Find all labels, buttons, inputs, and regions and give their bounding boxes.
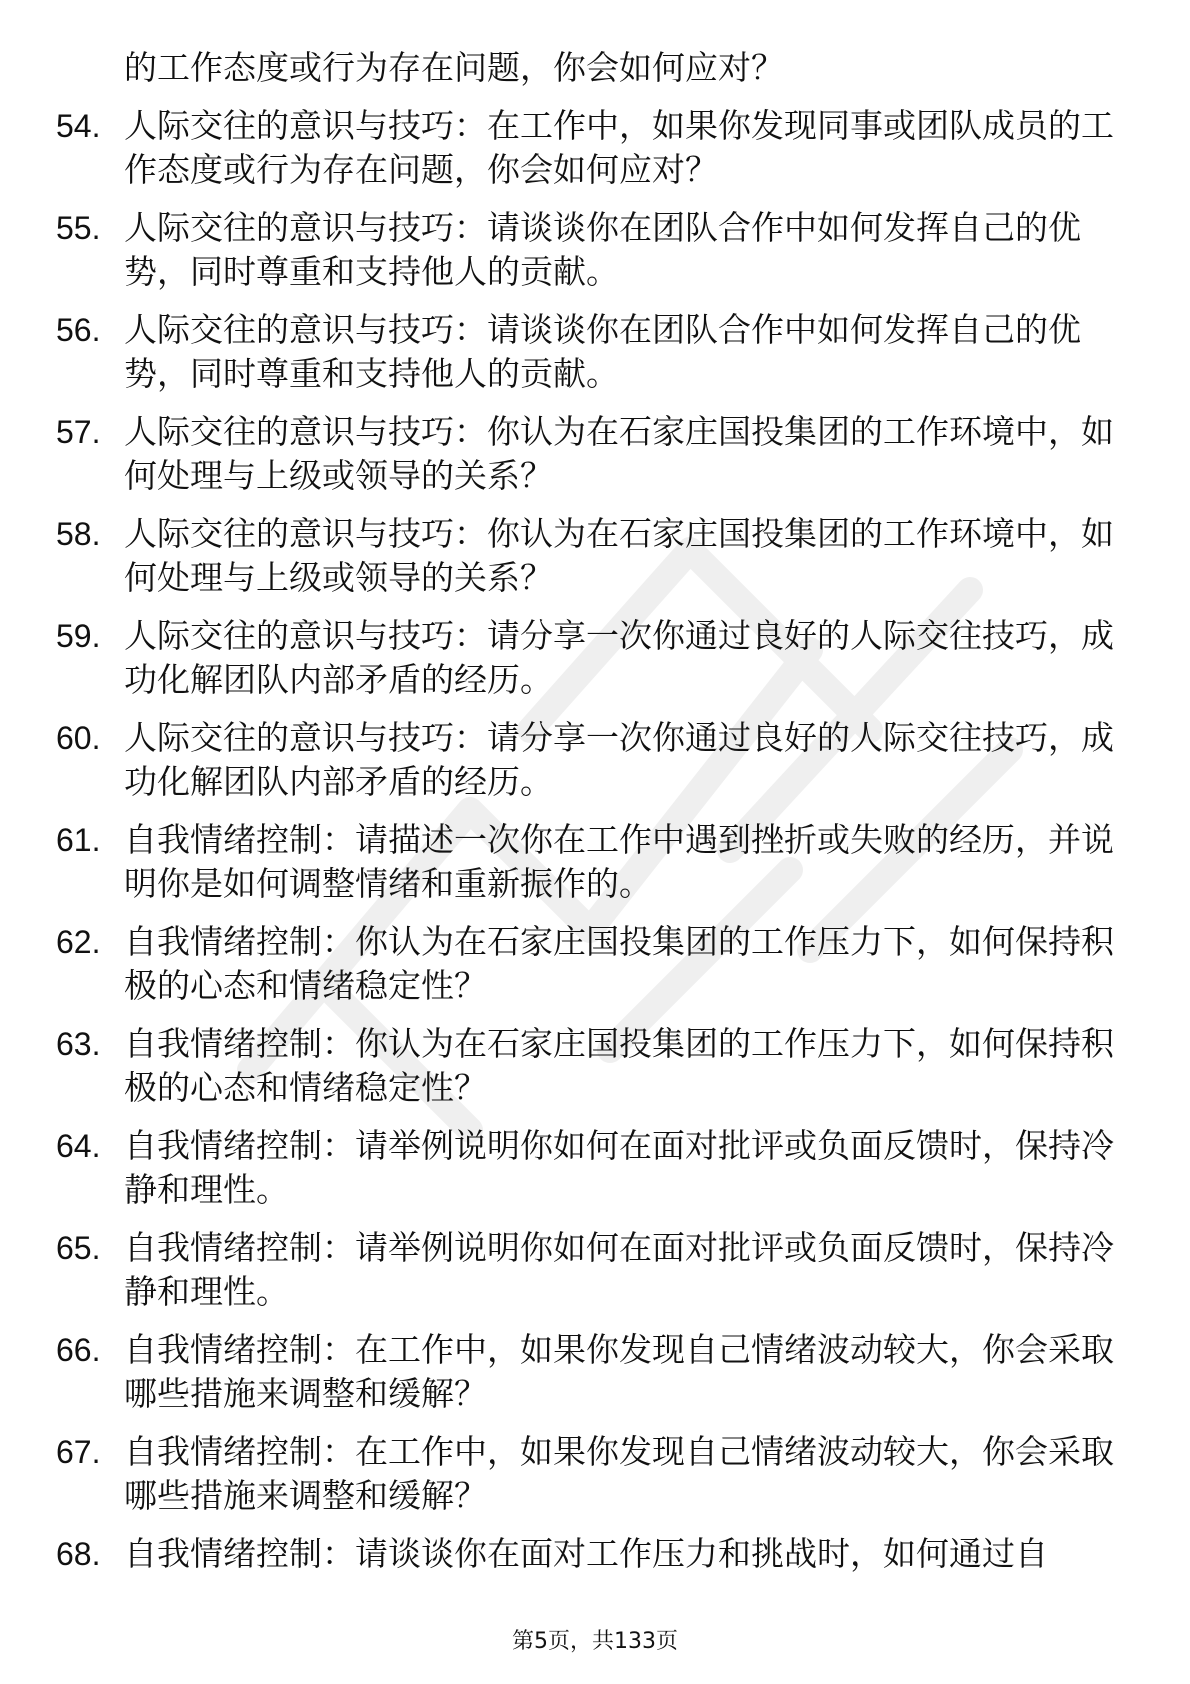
list-item [56,614,1116,702]
question-number: 64. [56,1128,101,1164]
list-item [56,1430,1116,1518]
list-item [56,1226,1116,1314]
question-number: 59. [56,618,101,654]
question-number: 56. [56,312,101,348]
question-list [56,104,1116,1576]
question-number: 67. [56,1434,101,1470]
list-item [56,920,1116,1008]
question-number: 68. [56,1536,101,1572]
question-number: 63. [56,1026,101,1062]
list-item [56,410,1116,498]
question-number: 61. [56,822,101,858]
list-item [56,1532,1116,1576]
question-list-region [56,46,1116,1590]
question-number: 58. [56,516,101,552]
list-item [56,818,1116,906]
question-text: 自我情绪控制：你认为在石家庄国投集团的工作压力下，如何保持积极的心态和情绪稳定性？ [124,1024,1114,1107]
list-item [56,1328,1116,1416]
question-text: 自我情绪控制：在工作中，如果你发现自己情绪波动较大，你会采取哪些措施来调整和缓解？ [124,1330,1114,1413]
question-text: 自我情绪控制：你认为在石家庄国投集团的工作压力下，如何保持积极的心态和情绪稳定性？ [124,922,1114,1005]
question-text: 人际交往的意识与技巧：请分享一次你通过良好的人际交往技巧，成功化解团队内部矛盾的经历。 [124,616,1114,699]
question-text: 人际交往的意识与技巧：在工作中，如果你发现同事或团队成员的工作态度或行为存在问题，你会如何应对？ [124,106,1114,189]
question-text: 自我情绪控制：请举例说明你如何在面对批评或负面反馈时，保持冷静和理性。 [124,1126,1114,1209]
page-footer: 第5页，共133页 [512,1629,678,1654]
list-item [56,206,1116,294]
question-number: 66. [56,1332,101,1368]
list-item [56,512,1116,600]
list-item [56,716,1116,804]
question-number: 55. [56,210,101,246]
question-number: 60. [56,720,101,756]
question-text: 自我情绪控制：请举例说明你如何在面对批评或负面反馈时，保持冷静和理性。 [124,1228,1114,1311]
question-number: 65. [56,1230,101,1266]
question-text: 人际交往的意识与技巧：你认为在石家庄国投集团的工作环境中，如何处理与上级或领导的关系？ [124,412,1114,495]
question-text: 自我情绪控制：请谈谈你在面对工作压力和挑战时，如何通过自 [124,1534,1048,1573]
list-item [56,1124,1116,1212]
question-number: 54. [56,108,101,144]
question-number: 57. [56,414,101,450]
question-text: 人际交往的意识与技巧：请谈谈你在团队合作中如何发挥自己的优势，同时尊重和支持他人的贡献。 [124,310,1081,393]
question-text: 人际交往的意识与技巧：请分享一次你通过良好的人际交往技巧，成功化解团队内部矛盾的经历。 [124,718,1114,801]
question-text: 自我情绪控制：请描述一次你在工作中遇到挫折或失败的经历，并说明你是如何调整情绪和重新振作的。 [124,820,1114,903]
list-item [56,104,1116,192]
question-text: 人际交往的意识与技巧：请谈谈你在团队合作中如何发挥自己的优势，同时尊重和支持他人的贡献。 [124,208,1081,291]
list-item [56,1022,1116,1110]
question-number: 62. [56,924,101,960]
question-text: 人际交往的意识与技巧：你认为在石家庄国投集团的工作环境中，如何处理与上级或领导的关系？ [124,514,1114,597]
question-text: 自我情绪控制：在工作中，如果你发现自己情绪波动较大，你会采取哪些措施来调整和缓解？ [124,1432,1114,1515]
continuation-text: 的工作态度或行为存在问题，你会如何应对？ [124,48,784,87]
list-item [56,308,1116,396]
